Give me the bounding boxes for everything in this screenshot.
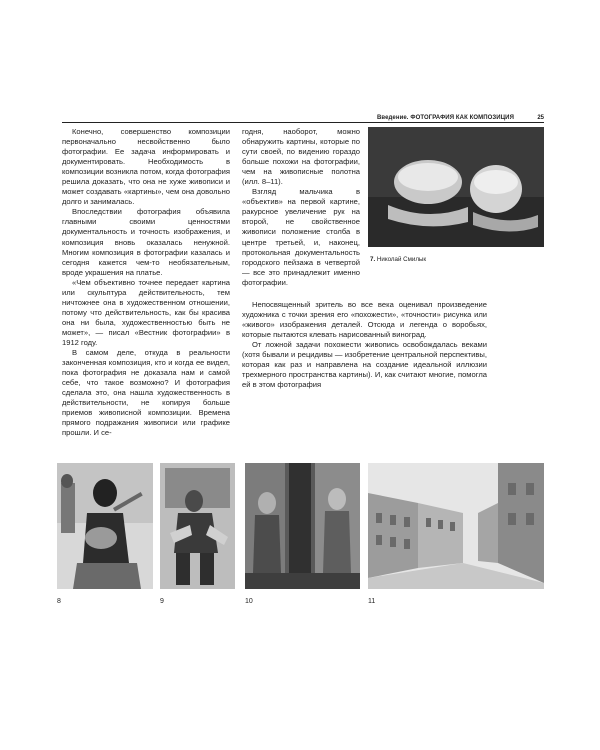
photo-7-sleeping-heads <box>368 127 544 247</box>
illustration-8-guitarist <box>57 463 153 589</box>
figure-number-9: 9 <box>160 598 164 605</box>
paragraph: Впоследствии фотография объявила главными своими ценностями документальность и точность изображения, и композиция вновь оказалась ненужной. Многим композиция в фотографии казалась и сегодня кажется чем-то необязательным, вроде украшения на платье. <box>62 207 230 277</box>
illustration-11-street-scene <box>368 463 544 589</box>
figure-number-11: 11 <box>368 598 376 605</box>
text-column-2 <box>242 127 360 288</box>
paragraph: «Чем объективно точнее передает картина или скульптура действительность, тем ничтожнее она в художественном отношении, потому что действительность, как бы красива она ни была, художественностью быть не может», — писал «Вестник фотографии» в 1912 году. <box>62 277 230 347</box>
illustration-10-column <box>245 463 360 589</box>
photo-7-number: 7. <box>370 256 376 263</box>
text-column-1 <box>62 127 230 438</box>
running-header <box>62 113 544 123</box>
photo-7-author: Николай Смилык <box>376 256 427 263</box>
figure-number-8: 8 <box>57 598 61 605</box>
paragraph: В самом деле, откуда в реальности законченная композиция, кто и когда ее видел, пока фотография не доказала нам и самой себе, что такое возможно? И фотография сделала это, она нашла художественность в действительности, не копируя больше приемов живописной композиции. Времена прямого подражания живописи или графике прошли. И се- <box>62 348 230 438</box>
text-column-3 <box>242 300 487 390</box>
paragraph: Взгляд мальчика в «объектив» на первой картине, ракурсное увеличение рук на второй, не свойственное живописи положение столба в центре третьей, и, наконец, протокольная документальность городского пейзажа в четвертой — все это принадлежит именно фотографии. <box>242 187 360 287</box>
running-header-title: Введение. ФОТОГРАФИЯ КАК КОМПОЗИЦИЯ <box>376 115 514 121</box>
paragraph: Непосвященный зритель во все века оценивал произведение художника с точки зрения его «похожести», «точности» рисунка или «живого» изображения деталей. Отсюда и легенда о воробьях, которые пытаются клевать нарисованный виноград. <box>242 300 487 340</box>
paragraph: Конечно, совершенство композиции первоначально несвойственно было фотографии. Ее задача информировать и документировать. Необходимость в композиции возникла потом, когда фотография решила доказать, что она не хуже живописи и может создавать «картины», чем она довольно долго и занималась. <box>62 127 230 207</box>
page-number: 25 <box>537 115 544 121</box>
figure-number-10: 10 <box>245 598 253 605</box>
photo-7-caption <box>370 256 426 263</box>
illustration-9-seated-man <box>160 463 235 589</box>
paragraph: От ложной задачи похожести живопись освобождалась веками (хотя бывали и рецидивы — изобретение центральной перспективы, которая как раз и направлена на создание идеальной иллюзии трехмерного пространства картины). И, как считают многие, помогла ей в этом фотография <box>242 340 487 390</box>
paragraph: годня, наоборот, можно обнаружить картины, которые по сути своей, по видению гораздо больше похожи на фотографии, чем на живописные полотна (илл. 8–11). <box>242 127 360 187</box>
